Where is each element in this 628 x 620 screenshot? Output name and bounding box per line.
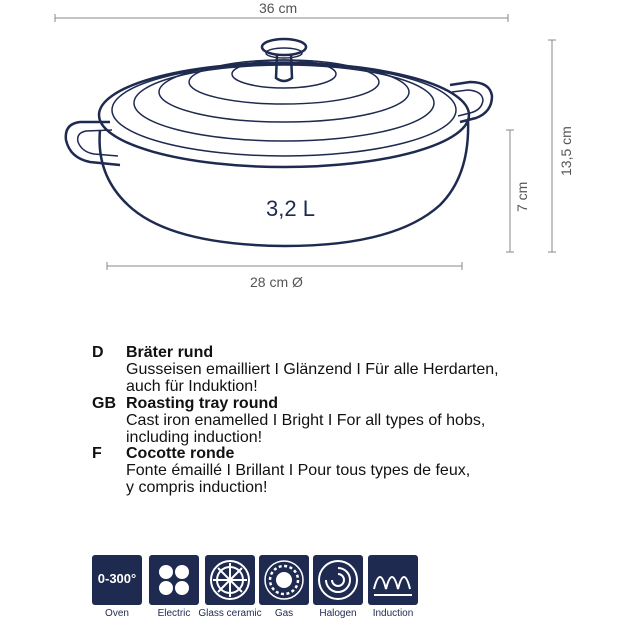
- halogen-icon: [313, 555, 363, 605]
- description-line: Cast iron enamelled I Bright I For all types of hobs,: [126, 412, 486, 429]
- description-line: Fonte émaillé I Brillant I Pour tous types de feux,: [126, 462, 471, 479]
- gas-icon: [259, 555, 309, 605]
- product-title: Bräter rund: [126, 344, 214, 361]
- icon-label: Electric: [157, 608, 191, 619]
- icon-label: Halogen: [319, 608, 357, 619]
- icon-label: Induction: [372, 608, 414, 619]
- icon-label: Glass ceramic: [198, 608, 262, 619]
- capacity-label: 3,2 L: [266, 196, 315, 221]
- lang-code: F: [92, 445, 102, 462]
- induction-icon: [368, 555, 418, 605]
- base-label: 28 cm Ø: [250, 274, 303, 290]
- description-line: y compris induction!: [126, 479, 268, 496]
- electric-icon: [149, 555, 199, 605]
- icon-label: Gas: [274, 608, 294, 619]
- description-line: including induction!: [126, 429, 263, 446]
- description-line: auch für Induktion!: [126, 378, 258, 395]
- body-height-label: 7 cm: [514, 181, 530, 212]
- icon-label: Oven: [105, 608, 129, 619]
- oven-icon: 0-300°: [92, 555, 142, 605]
- description-line: Gusseisen emailliert I Glänzend I Für alle Herdarten,: [126, 361, 499, 378]
- product-title: Roasting tray round: [126, 395, 279, 412]
- total-height-label: 13,5 cm: [558, 126, 574, 176]
- glass-ceramic-icon: [205, 555, 255, 605]
- roasting-tray-drawing: [0, 0, 628, 300]
- lang-code: GB: [92, 395, 116, 412]
- product-title: Cocotte ronde: [126, 445, 235, 462]
- lang-code: D: [92, 344, 104, 361]
- width-label: 36 cm: [259, 0, 298, 16]
